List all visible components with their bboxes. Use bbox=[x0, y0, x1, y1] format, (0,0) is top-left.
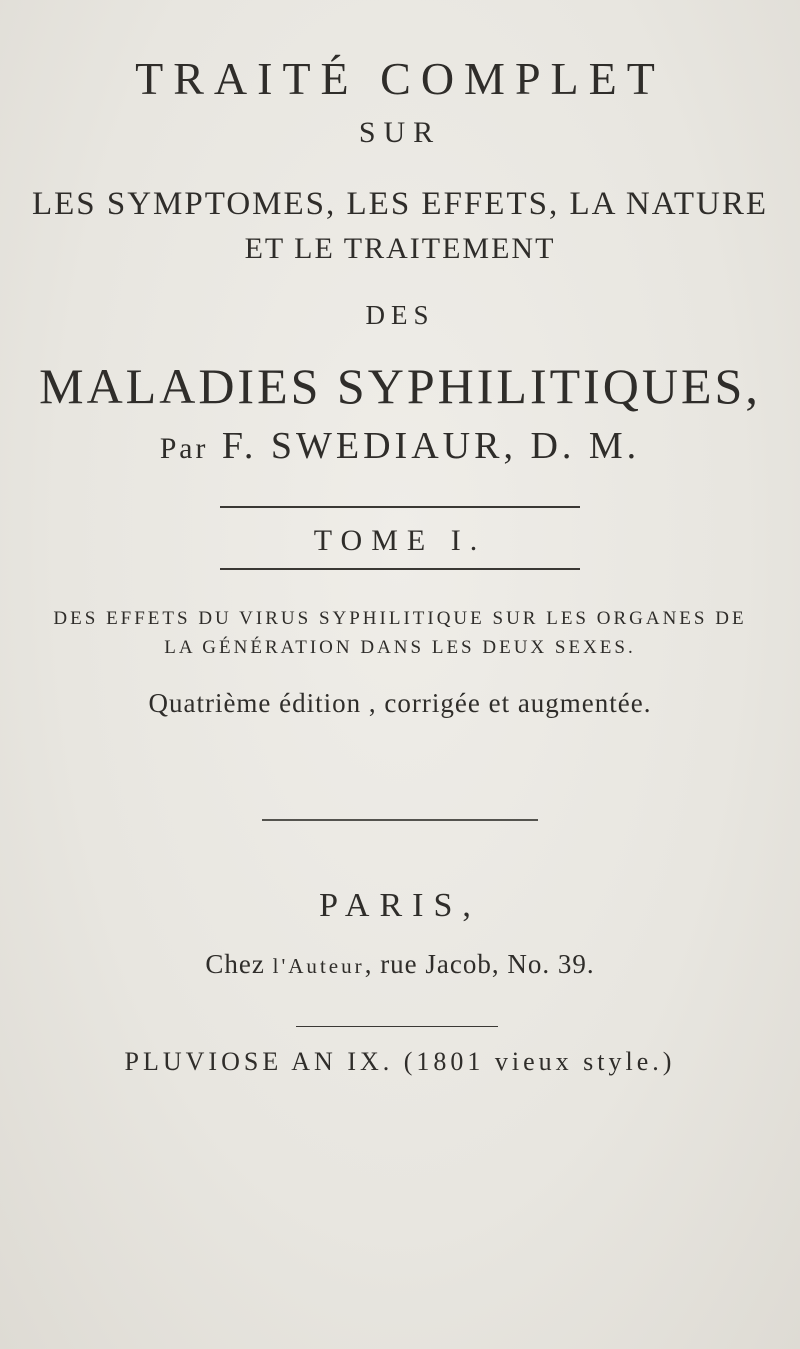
author-line bbox=[0, 424, 800, 468]
des-label: DES bbox=[365, 300, 435, 330]
publisher-prefix: Chez bbox=[205, 949, 265, 979]
subject-line-1: LES SYMPTOMES, LES EFFETS, LA NATURE bbox=[31, 186, 769, 222]
divider-bottom bbox=[296, 1026, 498, 1027]
publisher-line bbox=[0, 949, 800, 980]
divider-top bbox=[220, 506, 580, 508]
disease-title: MALADIES SYPHILITIQUES, bbox=[39, 358, 761, 414]
author-prefix: Par bbox=[159, 433, 209, 465]
author-name: F. SWEDIAUR, D. M. bbox=[221, 425, 641, 467]
volume-subtitle-1: DES EFFETS DU VIRUS SYPHILITIQUE SUR LES ORGANES DE bbox=[53, 608, 747, 629]
city-label: PARIS, bbox=[319, 887, 481, 924]
divider-tome-bottom bbox=[220, 568, 580, 570]
tome-label: TOME I. bbox=[313, 524, 487, 557]
publisher-address: , rue Jacob, No. 39. bbox=[364, 949, 595, 979]
sur-label: SUR bbox=[358, 116, 442, 149]
subject-line-2: ET LE TRAITEMENT bbox=[244, 232, 556, 265]
divider-ornament bbox=[262, 819, 538, 821]
publisher-author: l'Auteur bbox=[272, 954, 365, 978]
date-line: PLUVIOSE AN IX. (1801 vieux style.) bbox=[124, 1047, 676, 1076]
main-title: TRAITÉ COMPLET bbox=[135, 53, 665, 104]
volume-subtitle-2: LA GÉNÉRATION DANS LES DEUX SEXES. bbox=[164, 637, 636, 658]
edition-note: Quatrième édition , corrigée et augmentée. bbox=[148, 688, 652, 718]
